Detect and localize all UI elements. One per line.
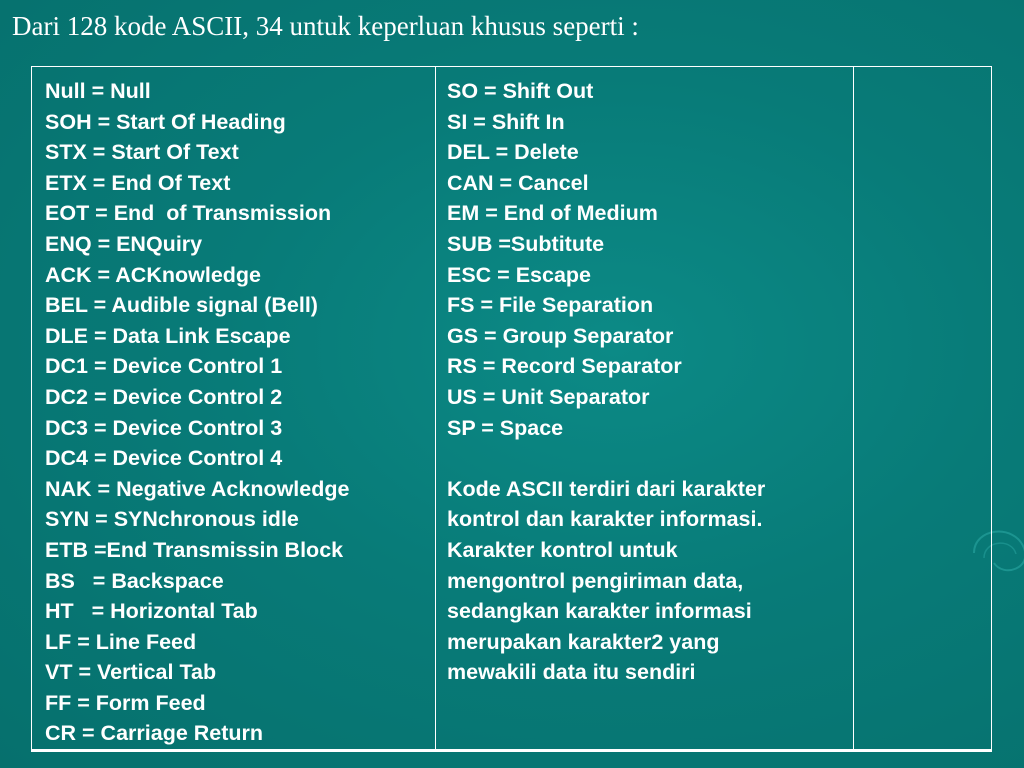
control-codes-list-1	[45, 76, 427, 749]
control-code-item: SOH = Start Of Heading	[45, 109, 286, 134]
control-code-item: STX = Start Of Text	[45, 140, 239, 165]
control-code-item: SUB =Subtitute	[447, 231, 605, 256]
control-code-item: FS = File Separation	[447, 293, 654, 318]
control-code-item: CAN = Cancel	[447, 170, 589, 195]
control-code-item: GS = Group Separator	[447, 323, 674, 348]
slide-title: Dari 128 kode ASCII, 34 untuk keperluan khusus seperti :	[12, 11, 639, 41]
note-line: sedangkan karakter informasi	[447, 599, 752, 624]
control-code-item: ESC = Escape	[447, 262, 592, 287]
control-code-item: DC1 = Device Control 1	[45, 354, 283, 379]
control-code-item: ACK = ACKnowledge	[45, 262, 262, 287]
control-code-item: SP = Space	[447, 415, 564, 440]
control-code-item: HT = Horizontal Tab	[45, 599, 258, 624]
control-code-item: US = Unit Separator	[447, 384, 650, 409]
control-code-item: DC4 = Device Control 4	[45, 446, 283, 471]
control-code-item: BS = Backspace	[45, 568, 224, 593]
control-code-item: SO = Shift Out	[447, 79, 594, 103]
note-line: mewakili data itu sendiri	[447, 660, 696, 685]
control-code-item: SI = Shift In	[447, 109, 565, 134]
control-codes-list-2	[447, 76, 845, 443]
note-line: Kode ASCII terdiri dari karakter	[447, 476, 766, 501]
ascii-code-table	[31, 66, 992, 752]
control-code-item: FF = Form Feed	[45, 690, 206, 715]
control-code-item: EOT = End of Transmission	[45, 201, 332, 226]
control-codes-column-1	[32, 67, 436, 751]
note-line: Karakter kontrol untuk	[447, 537, 678, 562]
ascii-explanation-note	[447, 474, 845, 688]
control-code-item: CR = Carriage Return	[45, 721, 264, 746]
control-code-item: DC3 = Device Control 3	[45, 415, 283, 440]
control-code-item: DLE = Data Link Escape	[45, 323, 291, 348]
control-code-item: ETB =End Transmissin Block	[45, 537, 344, 562]
control-code-item: ENQ = ENQuiry	[45, 231, 203, 256]
control-code-item: RS = Record Separator	[447, 354, 682, 379]
control-code-item: Null = Null	[45, 79, 151, 103]
control-code-item: DC2 = Device Control 2	[45, 384, 283, 409]
control-code-item: ETX = End Of Text	[45, 170, 231, 195]
control-code-item: VT = Vertical Tab	[45, 660, 217, 685]
control-code-item: SYN = SYNchronous idle	[45, 507, 299, 532]
control-code-item: EM = End of Medium	[447, 201, 658, 226]
empty-column	[854, 67, 992, 751]
control-code-item: DEL = Delete	[447, 140, 579, 165]
note-line: kontrol dan karakter informasi.	[447, 507, 763, 532]
control-code-item: LF = Line Feed	[45, 629, 197, 654]
note-line: mengontrol pengiriman data,	[447, 568, 744, 593]
control-codes-column-2	[436, 67, 854, 751]
control-code-item: NAK = Negative Acknowledge	[45, 476, 350, 501]
note-line: merupakan karakter2 yang	[447, 629, 720, 654]
table-row	[32, 67, 992, 751]
control-code-item: BEL = Audible signal (Bell)	[45, 293, 318, 318]
